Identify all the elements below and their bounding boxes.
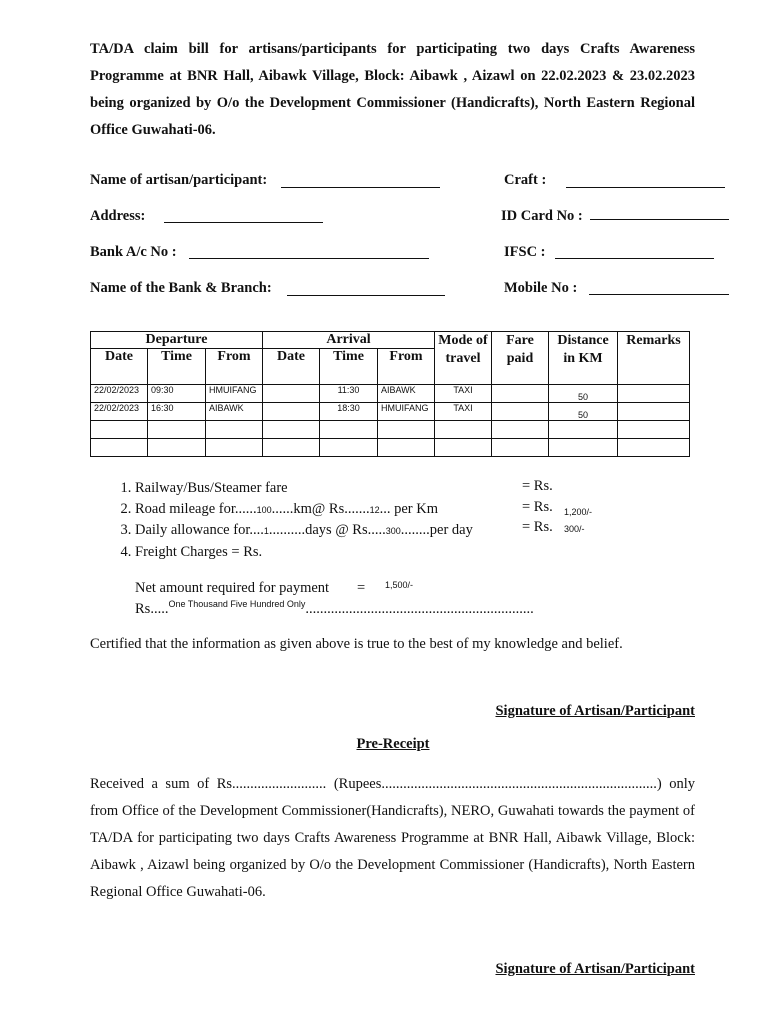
arr-from-header: From [378,349,435,385]
table-row [91,385,690,403]
dep-from-cell: HMUIFANG [206,385,263,403]
arr-from-cell: AIBAWK [378,385,435,403]
remarks-cell [618,403,690,421]
table-row [91,421,690,439]
travel-table [90,331,690,457]
distance-cell: 50 [549,403,618,421]
remarks-cell [618,385,690,403]
arr-date-cell [263,385,320,403]
dep-from-header: From [206,349,263,385]
signature-label: Signature of Artisan/Participant [495,703,695,719]
calc-item2-text: Road mileage for...... [135,500,257,517]
calc-item3-text3: ........per day [400,522,473,538]
arr-time-cell: 18:30 [320,403,378,421]
document-title: TA/DA claim bill for artisans/participants for participating two days Crafts Awareness Programme at BNR Hall, Aibawk Village, Block: Aibawk , Aizawl on 22.02.2023 & 23.02.2023 being organized by O/o the Development Commissioner (Handicrafts), North Eastern Regional Office Guwahati-06. [90,41,695,138]
mode-cell: TAXI [435,385,492,403]
rs-label: Rs..... [135,601,169,617]
table-row [91,439,690,457]
mode-header: Mode of travel [435,332,492,385]
remarks-header: Remarks [618,332,690,385]
pre-receipt-title: Pre-Receipt [356,736,430,752]
arrival-header: Arrival [263,332,435,349]
bank-field[interactable] [189,242,429,259]
idcard-field[interactable] [590,203,729,220]
calc-item2-amount: 1,200/- [564,507,593,517]
table-row [91,403,690,421]
calc-item3-text2: ..........days @ Rs..... [268,522,386,538]
calc-item1-eq: = Rs. [522,478,553,494]
arr-date-header: Date [263,349,320,385]
ifsc-field[interactable] [555,242,714,259]
idcard-label: ID Card No : [501,208,583,224]
calc-item2-rate: 12 [369,504,380,515]
amount-in-words: One Thousand Five Hundred Only [168,599,306,609]
address-field[interactable] [164,206,323,223]
bank-label: Bank A/c No : [90,244,177,260]
arr-date-cell [263,403,320,421]
amount-in-words-line [135,601,534,618]
dep-date-header: Date [91,349,148,385]
calc-item2-text2: ......km@ Rs....... [271,500,370,517]
distance-header: Distance in KM [549,332,618,385]
calc-item4: Freight Charges = Rs. [135,543,263,560]
dep-date-cell: 22/02/2023 [91,403,148,421]
calc-item3-days: 1 [263,526,269,536]
arr-time-cell: 11:30 [320,385,378,403]
arr-time-header: Time [320,349,378,385]
certification-text: Certified that the information as given above is true to the best of my knowledge and belief. [90,636,623,652]
craft-label: Craft : [504,172,547,188]
calc-item2-km: 100 [256,504,272,515]
craft-field[interactable] [566,171,725,188]
dep-date-cell: 22/02/2023 [91,385,148,403]
address-label: Address: [90,208,146,224]
receipt-text: Received a sum of Rs.......................... (Rupees............................................................................) only from Office of the Development Commissioner(Handicrafts), NERO, Guwahati towards the payment of TA/DA for participating two days Crafts Awareness Programme at BNR Hall, Aibawk Village, Block: Aibawk , Aizawl being organized by O/o the Development Commissioner (Handicrafts), North Eastern Regional Office Guwahati-06. [90,776,695,900]
arr-from-cell: HMUIFANG [378,403,435,421]
calc-item3-eq: = Rs. [522,519,553,535]
mobile-field[interactable] [589,278,729,295]
ifsc-label: IFSC : [504,244,546,260]
branch-label: Name of the Bank & Branch: [90,280,272,296]
dep-from-cell: AIBAWK [206,403,263,421]
departure-header: Departure [91,332,263,349]
fare-cell [492,403,549,421]
name-label: Name of artisan/participant: [90,172,268,188]
dep-time-cell: 09:30 [148,385,206,403]
calc-item1: Railway/Bus/Steamer fare [135,480,288,496]
calc-item2-eq: = Rs. [522,499,553,515]
list-item [135,542,605,563]
calc-item3-text: Daily allowance for.... [135,522,264,538]
calc-item3-amount: 300/- [564,524,585,534]
net-amount-eq: = [357,580,366,596]
distance-cell: 50 [549,385,618,403]
branch-field[interactable] [287,279,445,296]
net-amount-value: 1,500/- [385,580,414,590]
name-field[interactable] [281,171,440,188]
calc-item3-rate: 300 [385,526,401,536]
calc-item2-text3: ... per Km [379,500,438,517]
dep-time-header: Time [148,349,206,385]
fare-cell [492,385,549,403]
dep-time-cell: 16:30 [148,403,206,421]
signature-label-2: Signature of Artisan/Participant [495,961,695,977]
net-amount-label: Net amount required for payment [135,580,330,596]
mobile-label: Mobile No : [504,280,578,296]
mode-cell: TAXI [435,403,492,421]
fare-header: Fare paid [492,332,549,385]
rs-dots: ............................................................... [305,601,534,617]
